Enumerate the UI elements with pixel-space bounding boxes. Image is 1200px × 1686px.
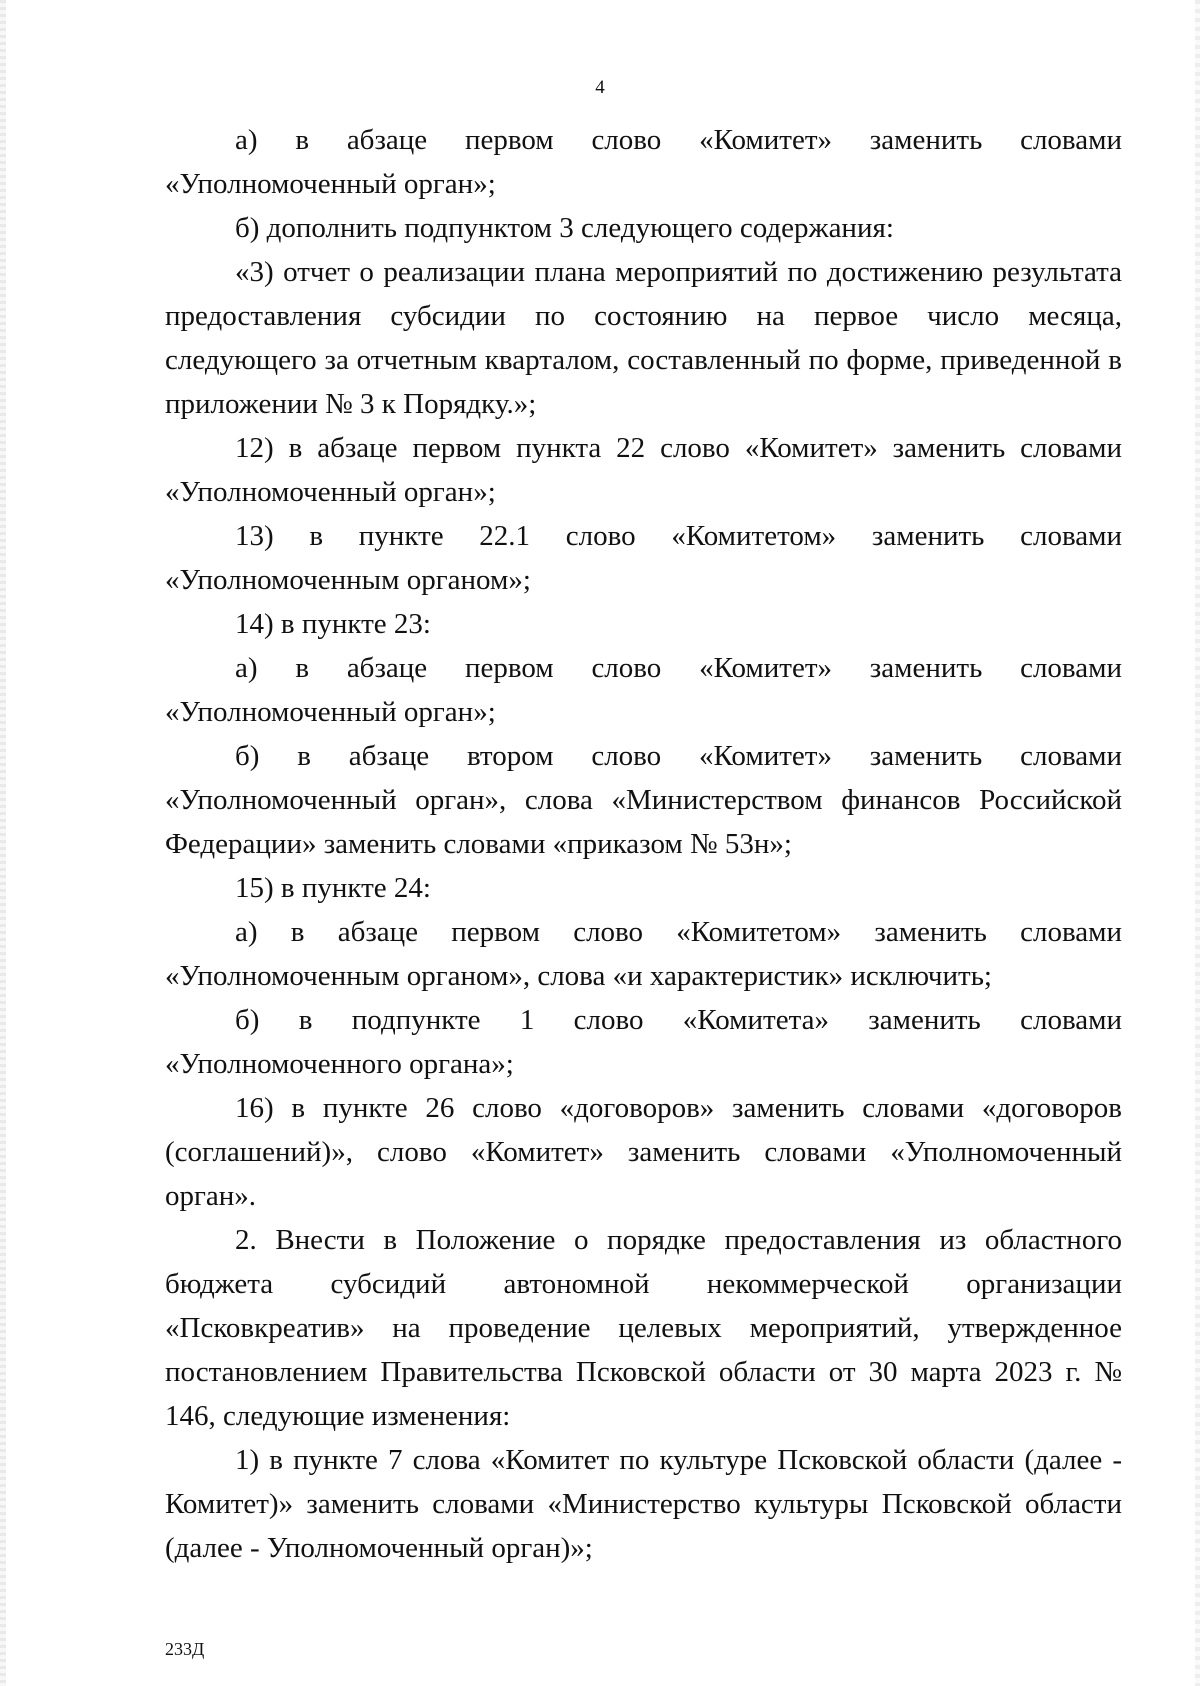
paragraph: 16) в пункте 26 слово «договоров» заменить словами «договоров (соглашений)», слово «Комитет» заменить словами «Уполномоченный орган».	[165, 1092, 1122, 1212]
paragraph: б) в абзаце втором слово «Комитет» заменить словами «Уполномоченный орган», слова «Министерством финансов Российской Федерации» заменить словами «приказом № 53н»;	[165, 740, 1122, 860]
document-code: 233Д	[165, 1639, 205, 1659]
paragraph: а) в абзаце первом слово «Комитетом» заменить словами «Уполномоченным органом», слова «и характеристик» исключить;	[165, 916, 1122, 992]
paragraph: б) в подпункте 1 слово «Комитета» заменить словами «Уполномоченного органа»;	[165, 1004, 1122, 1080]
scan-edge-left	[0, 0, 6, 1686]
paragraph: 12) в абзаце первом пункта 22 слово «Комитет» заменить словами «Уполномоченный орган»;	[165, 432, 1122, 508]
page-number: 4	[595, 77, 605, 98]
paragraph: 13) в пункте 22.1 слово «Комитетом» заменить словами «Уполномоченным органом»;	[165, 520, 1122, 596]
paragraph: а) в абзаце первом слово «Комитет» заменить словами «Уполномоченный орган»;	[165, 124, 1122, 200]
paragraph: 15) в пункте 24:	[235, 872, 431, 904]
scan-edge-right	[1195, 0, 1200, 1686]
paragraph: а) в абзаце первом слово «Комитет» заменить словами «Уполномоченный орган»;	[165, 652, 1122, 728]
paragraph: б) дополнить подпунктом 3 следующего содержания:	[235, 212, 894, 244]
document-body	[165, 118, 1122, 1570]
paragraph: «3) отчет о реализации плана мероприятий по достижению результата предоставления субсидии по состоянию на первое число месяца, следующего за отчетным кварталом, составленный по форме, приведенной в приложении № 3 к Порядку.»;	[165, 256, 1122, 420]
paragraph: 2. Внести в Положение о порядке предоставления из областного бюджета субсидий автономной некоммерческой организации «Псковкреатив» на проведение целевых мероприятий, утвержденное постановлением Правительства Псковской области от 30 марта 2023 г. № 146, следующие изменения:	[165, 1224, 1122, 1432]
paragraph: 14) в пункте 23:	[235, 608, 431, 640]
paragraph: 1) в пункте 7 слова «Комитет по культуре Псковской области (далее - Комитет)» заменить словами «Министерство культуры Псковской области (далее - Уполномоченный орган)»;	[165, 1444, 1122, 1564]
